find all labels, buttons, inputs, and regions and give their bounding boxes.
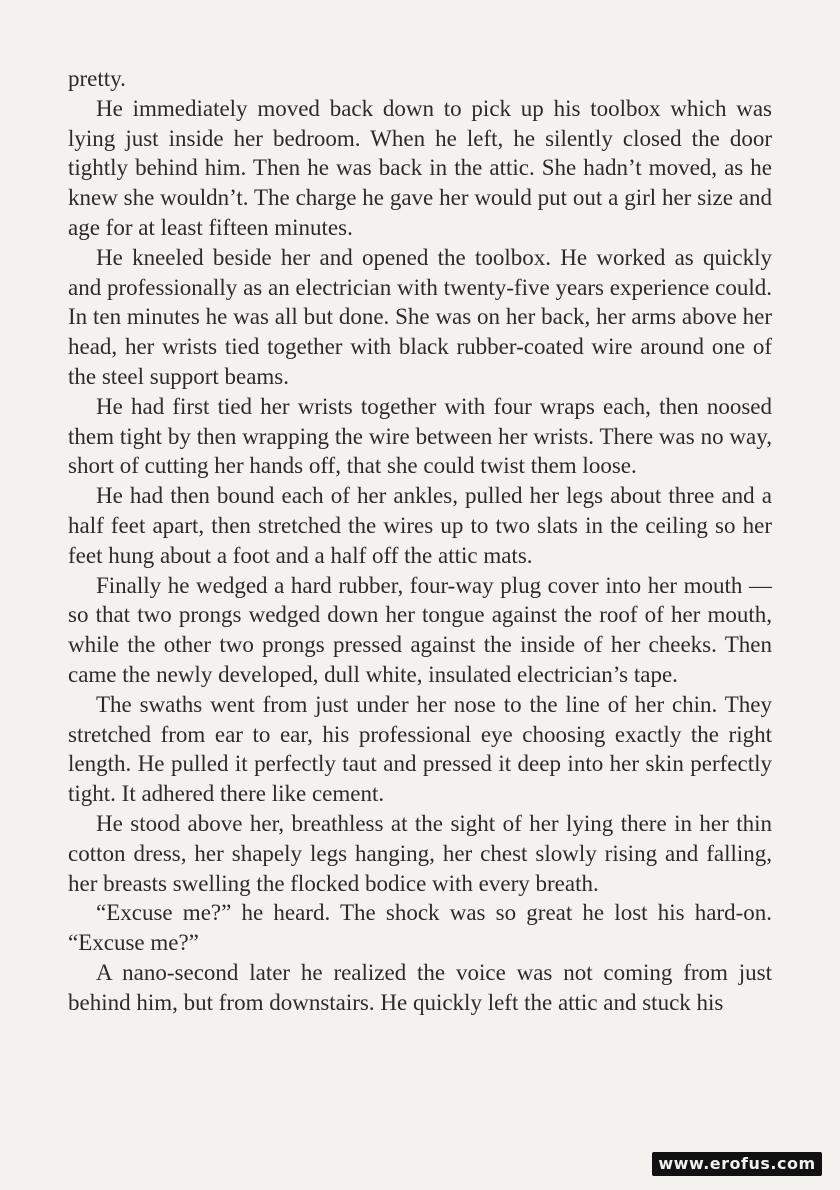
- paragraph-9: “Excuse me?” he heard. The shock was so great he lost his hard-on. “Excuse me?”: [68, 900, 772, 956]
- paragraph-8: He stood above her, breathless at the sight of her lying there in her thin cotton dress, her shapely legs hanging, her chest slowly rising and falling, her breasts swelling the flocked bodice with every breath.: [68, 810, 772, 896]
- paragraph-4: He had first tied her wrists together with four wraps each, then noosed them tight by then wrapping the wire between her wrists. There was no way, short of cutting her hands off, that she could twist them loose.: [68, 393, 772, 479]
- paragraph-5: He had then bound each of her ankles, pulled her legs about three and a half feet apart, then stretched the wires up to two slats in the ceiling so her feet hung about a foot and a half off the attic mats.: [68, 483, 772, 568]
- page-body: [68, 64, 772, 1018]
- paragraph-6: Finally he wedged a hard rubber, four-way plug cover into her mouth — so that two prongs wedged down her tongue against the roof of her mouth, while the other two prongs pressed against the inside of her cheeks. Then came the newly developed, dull white, insulated electrician’s tape.: [68, 572, 772, 687]
- paragraph-2: He immediately moved back down to pick up his toolbox which was lying just inside her bedroom. When he left, he silently closed the door tightly behind him. Then he was back in the attic. She hadn’t moved, as he knew she wouldn’t. The charge he gave her would put out a girl her size and age for at least fifteen minutes.: [68, 95, 772, 240]
- paragraph-7: The swaths went from just under her nose to the line of her chin. They stretched from ear to ear, his professional eye choosing exactly the right length. He pulled it perfectly taut and pressed it deep into her skin perfectly tight. It adhered there like cement.: [68, 691, 772, 807]
- paragraph-10: A nano-second later he realized the voice was not coming from just behind him, but from downstairs. He quickly left the attic and stuck his: [68, 959, 772, 1015]
- site-watermark: www.erofus.com: [652, 1152, 822, 1176]
- paragraph-3: He kneeled beside her and opened the toolbox. He worked as quickly and professionally as an electrician with twenty-five years experience could. In ten minutes he was all but done. She was on her back, her arms above her head, her wrists tied together with black rubber-coated wire around one of the steel support beams.: [68, 244, 772, 389]
- paragraph-1: pretty.: [68, 66, 126, 91]
